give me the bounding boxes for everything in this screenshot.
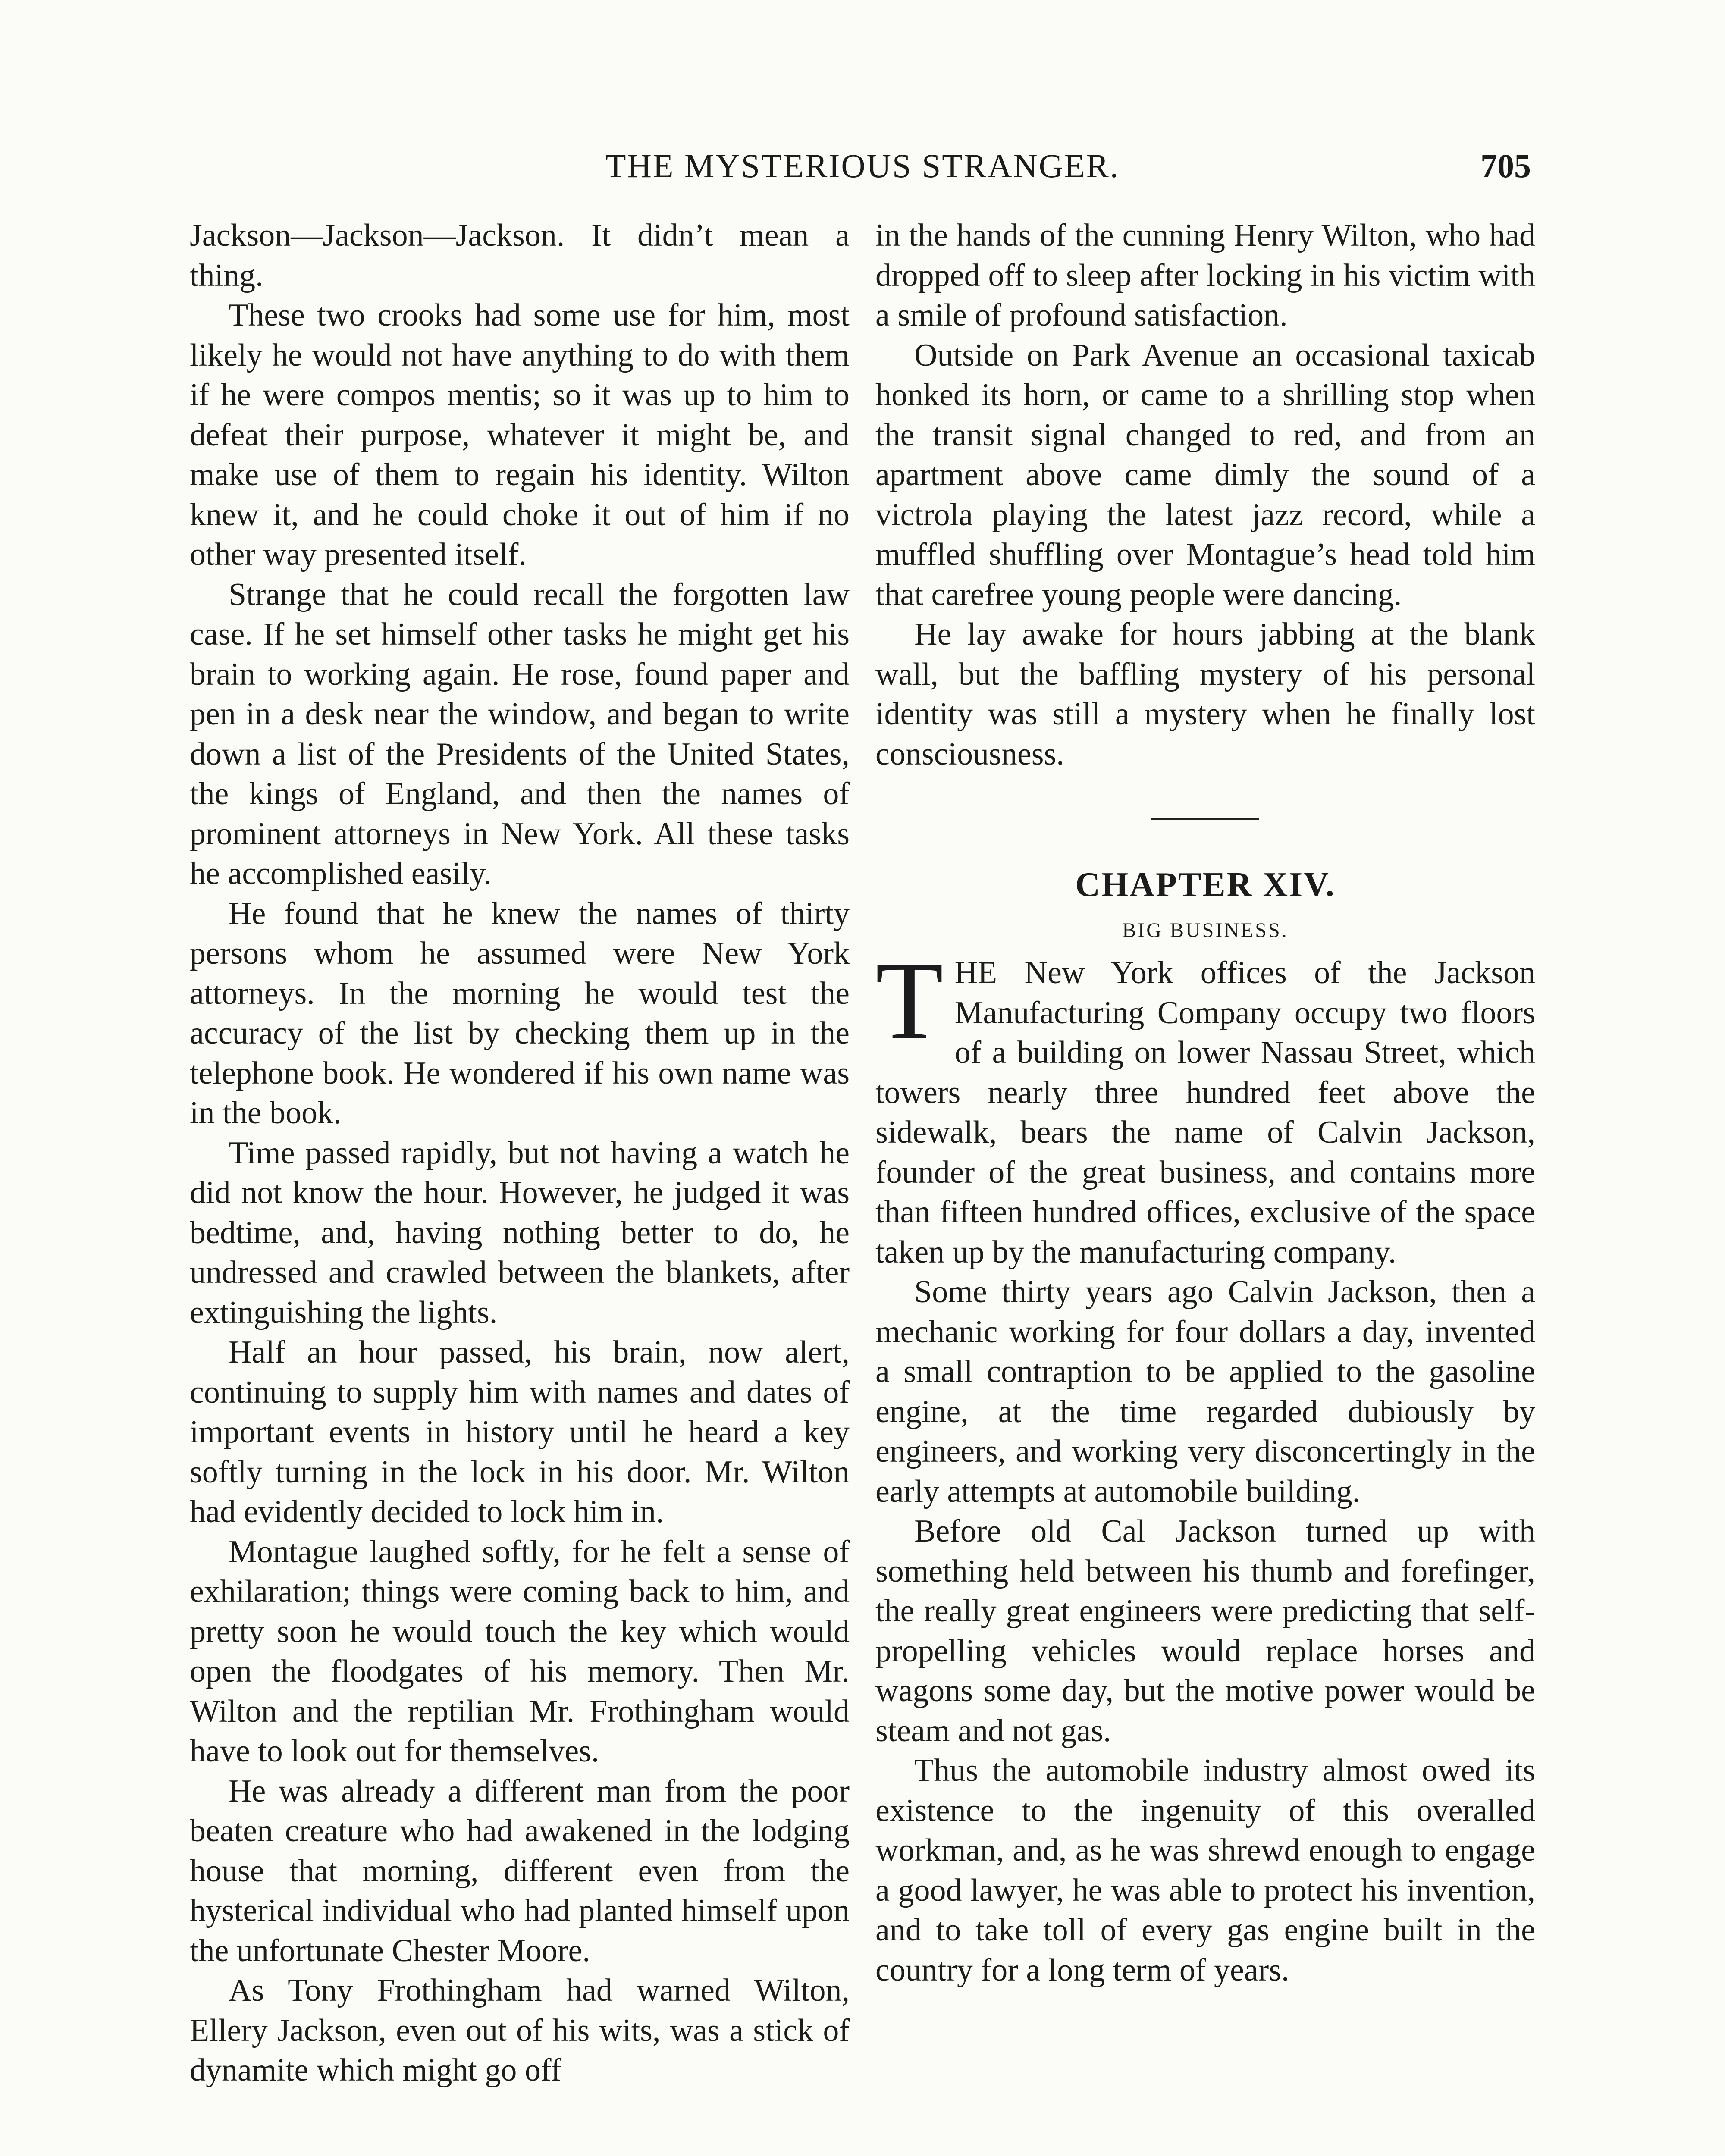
page-number: 705 (1480, 147, 1531, 185)
opening-text: HE New York offices of the Jackson Manufacturing Company occupy two floors of a building on lower Nassau Street, which towers nearly three hundred feet above the sidewalk, bears the name of Calvin Jackson, founder of the great business, and contains more than fifteen hundred offices, exclusive of the space taken up by the manufacturing company. (875, 955, 1535, 1270)
paragraph: He lay awake for hours jabbing at the blank wall, but the baffling mystery of his personal identity was still a mystery when he finally lost consciousness. (875, 617, 1535, 772)
paragraph: Time passed rapidly, but not having a watch he did not know the hour. However, he judged it was bedtime, and, having nothing better to do, he undressed and crawled between the blankets, after extinguishing the lights. (190, 1135, 850, 1330)
paragraph: Some thirty years ago Calvin Jackson, then a mechanic working for four dollars a day, invented a small contraption to be applied to the gasoline engine, at the time regarded dubiously by engineers, and working very disconcertingly in the early attempts at automobile building. (875, 1274, 1535, 1509)
paragraph: Before old Cal Jackson turned up with something held between his thumb and forefinger, the really great engineers were predicting that self-propelling vehicles would replace horses and wagons some day, but the motive power would be steam and not gas. (875, 1514, 1535, 1749)
chapter-title: CHAPTER XIV. (1075, 866, 1336, 904)
chapter-subtitle: BIG BUSINESS. (1122, 919, 1289, 942)
paragraph: Outside on Park Avenue an occasional taxicab honked its horn, or came to a shrilling stop when the transit signal changed to red, and from an apartment above came dimly the sound of a victrola playing the latest jazz record, while a muffled shuffling over Montague’s head told him that carefree young people were dancing. (875, 337, 1535, 612)
paragraph: Thus the automobile industry almost owed its existence to the ingenuity of this overalled workman, and, as he was shrewd enough to engage a good lawyer, he was able to protect his invention, and to take toll of every gas engine built in the country for a long term of years. (875, 1753, 1535, 1988)
running-title: THE MYSTERIOUS STRANGER. (605, 147, 1120, 185)
paragraph: Half an hour passed, his brain, now alert, continuing to supply him with names and dates of important events in history until he heard a key softly turning in the lock in his door. Mr. Wilton had evidently decided to lock him in. (190, 1335, 850, 1529)
paragraph: in the hands of the cunning Henry Wilton, who had dropped off to sleep after locking in his victim with a smile of profound satisfaction. (875, 218, 1535, 333)
section-divider (1151, 818, 1259, 820)
paragraph: As Tony Frothingham had warned Wilton, Ellery Jackson, even out of his wits, was a stick of dynamite which might go off (190, 1973, 850, 2088)
drop-cap: T (875, 939, 944, 1062)
paragraph: He was already a different man from the poor beaten creature who had awakened in the lodging house that morning, different even from the hysterical individual who had planted himself upon the unfortunate Chester Moore. (190, 1773, 850, 1968)
left-column (190, 216, 850, 2090)
paragraph: Strange that he could recall the forgotten law case. If he set himself other tasks he might get his brain to working again. He rose, found paper and pen in a desk near the window, and began to write down a list of the Presidents of the United States, the kings of England, and then the names of prominent attorneys in New York. All these tasks he accomplished easily. (190, 577, 850, 891)
chapter-opening-paragraph (875, 939, 1535, 1272)
right-column (875, 216, 1535, 1990)
paragraph: Montague laughed softly, for he felt a sense of exhilaration; things were coming back to him, and pretty soon he would touch the key which would open the floodgates of his memory. Then Mr. Wilton and the reptilian Mr. Frothingham would have to look out for themselves. (190, 1534, 850, 1769)
paragraph: These two crooks had some use for him, most likely he would not have anything to do with them if he were compos mentis; so it was up to him to defeat their purpose, whatever it might be, and make use of them to regain his identity. Wilton knew it, and he could choke it out of him if no other way presented itself. (190, 298, 850, 572)
paragraph: Jackson—Jackson—Jackson. It didn’t mean a thing. (190, 218, 850, 293)
page-header (190, 142, 1535, 194)
paragraph: He found that he knew the names of thirty persons whom he assumed were New York attorneys. In the morning he would test the accuracy of the list by checking them up in the telephone book. He wondered if his own name was in the book. (190, 896, 850, 1131)
